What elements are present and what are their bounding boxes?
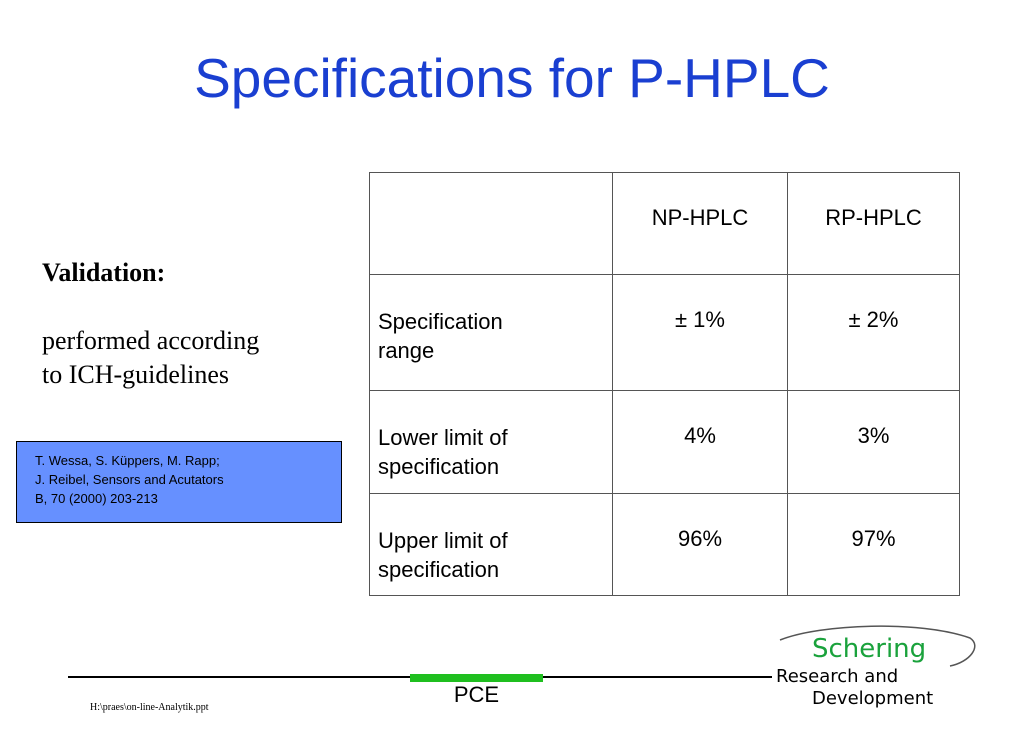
row-label-line-2: specification bbox=[378, 454, 500, 479]
reference-line-2: J. Reibel, Sensors and Acutators bbox=[35, 472, 224, 487]
reference-line-1: T. Wessa, S. Küppers, M. Rapp; bbox=[35, 453, 220, 468]
validation-heading: Validation: bbox=[42, 258, 166, 287]
footer-pce-label: PCE bbox=[453, 682, 500, 707]
table-header-empty bbox=[370, 173, 613, 275]
table-row bbox=[370, 391, 960, 494]
schering-logo-subtitle bbox=[776, 666, 933, 710]
row-label-line-2: specification bbox=[378, 557, 500, 582]
validation-line-1: performed according bbox=[42, 326, 260, 355]
reference-line-3: B, 70 (2000) 203-213 bbox=[35, 491, 158, 506]
row-label-line-2: range bbox=[378, 338, 435, 363]
np-value: 96% bbox=[613, 494, 788, 596]
np-value: 4% bbox=[613, 391, 788, 494]
row-label-line-1: Specification bbox=[378, 309, 503, 334]
row-label bbox=[370, 275, 613, 391]
table-header-rp-hplc: RP-HPLC bbox=[788, 173, 960, 275]
slide-title: Specifications for P-HPLC bbox=[194, 47, 830, 109]
validation-text bbox=[42, 324, 342, 392]
table-header-row bbox=[370, 173, 960, 275]
table-row bbox=[370, 275, 960, 391]
row-label bbox=[370, 494, 613, 596]
table-row bbox=[370, 494, 960, 596]
row-label-line-1: Lower limit of bbox=[378, 425, 508, 450]
schering-logo-wordmark: Schering bbox=[812, 634, 927, 664]
rp-value: 97% bbox=[788, 494, 960, 596]
row-label-line-1: Upper limit of bbox=[378, 528, 508, 553]
logo-subtitle-line-1: Research and bbox=[776, 666, 899, 687]
validation-line-2: to ICH-guidelines bbox=[42, 360, 230, 389]
row-label bbox=[370, 391, 613, 494]
logo-subtitle-line-2: Development bbox=[812, 688, 934, 709]
footer-file-path: H:\praes\on-line-Analytik.ppt bbox=[90, 702, 209, 713]
footer-accent-bar bbox=[410, 674, 543, 682]
np-value: ± 1% bbox=[613, 275, 788, 391]
specification-table bbox=[369, 172, 960, 596]
rp-value: 3% bbox=[788, 391, 960, 494]
table-header-np-hplc: NP-HPLC bbox=[613, 173, 788, 275]
validation-note bbox=[42, 256, 342, 392]
rp-value: ± 2% bbox=[788, 275, 960, 391]
reference-box bbox=[16, 441, 342, 523]
